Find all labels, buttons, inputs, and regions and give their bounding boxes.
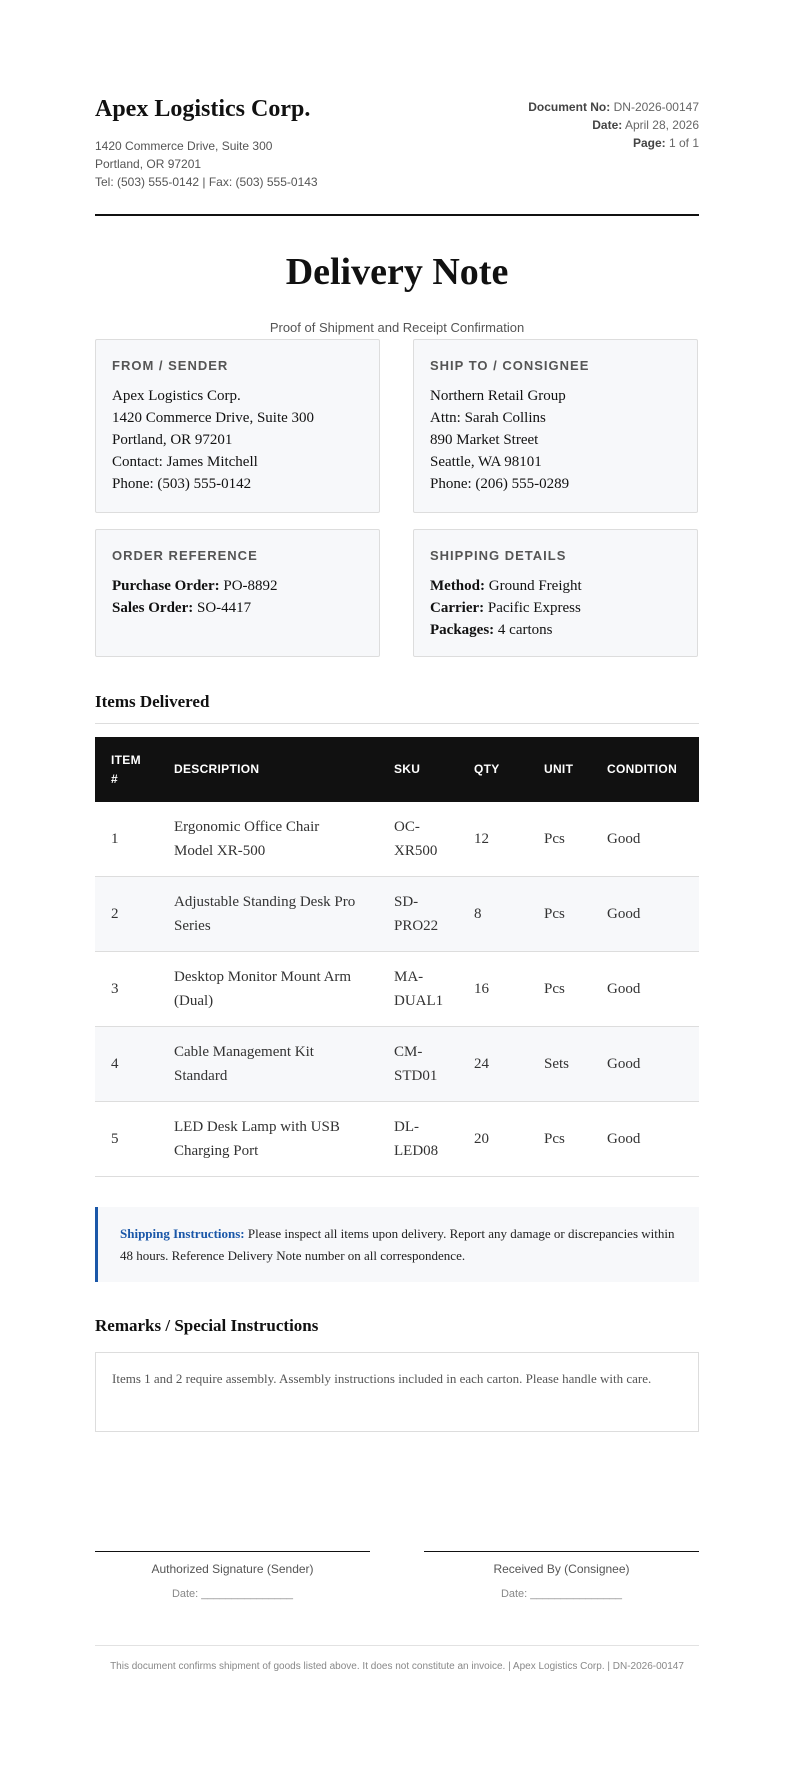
document-header (95, 96, 699, 216)
sales-order-label: Sales Order: (112, 600, 194, 616)
company-address-line1: 1420 Commerce Drive, Suite 300 (95, 139, 273, 153)
cell-description: Adjustable Standing Desk Pro Series (158, 877, 378, 952)
table-row (95, 952, 699, 1027)
header-divider (95, 214, 699, 216)
sender-signature-label: Authorized Signature (Sender) (151, 1562, 314, 1576)
cell-qty: 12 (458, 802, 528, 877)
cell-description: Ergonomic Office Chair Model XR-500 (158, 802, 378, 877)
cell-unit: Pcs (528, 1102, 591, 1177)
items-section-title: Items Delivered (95, 692, 210, 711)
shipping-instructions (95, 1207, 699, 1282)
column-header-condition: CONDITION (607, 762, 678, 776)
shipping-instructions-label: Shipping Instructions: (120, 1226, 245, 1241)
sales-order-value: SO-4417 (196, 600, 252, 616)
shipping-carrier-label: Carrier: (430, 600, 485, 616)
table-row (95, 877, 699, 952)
cell-unit: Pcs (528, 877, 591, 952)
document-subtitle: Proof of Shipment and Receipt Confirmation (269, 320, 525, 335)
consignee-line: Attn: Sarah Collins (430, 410, 546, 426)
company-contact: Tel: (503) 555-0142 | Fax: (503) 555-0143 (95, 175, 318, 189)
table-row (95, 1027, 699, 1102)
sender-signature-line (95, 1551, 370, 1552)
cell-condition: Good (591, 952, 699, 1027)
remarks-text: Items 1 and 2 require assembly. Assembly instructions included in each carton. Please handle with care. (112, 1371, 652, 1386)
page-number-value: 1 of 1 (668, 136, 699, 150)
column-header-description: DESCRIPTION (174, 762, 260, 776)
document-number-label: Document No: (528, 100, 611, 114)
page-number-label: Page: (632, 136, 666, 150)
shipping-details-box (413, 529, 698, 657)
cell-item: 1 (95, 802, 158, 877)
table-row (95, 802, 699, 877)
column-header-item: ITEM # (111, 752, 141, 786)
items-section-divider (95, 723, 699, 724)
consignee-signature-block (424, 1551, 699, 1600)
remarks-box (95, 1352, 699, 1432)
purchase-order (112, 575, 363, 597)
company-name: Apex Logistics Corp. (95, 96, 311, 122)
consignee-signature-date: Date: _______________ (500, 1588, 623, 1600)
document-date-label: Date: (592, 118, 623, 132)
consignee-box (413, 339, 698, 513)
sales-order (112, 597, 363, 619)
cell-description: LED Desk Lamp with USB Charging Port (158, 1102, 378, 1177)
sender-signature-date: Date: _______________ (171, 1588, 294, 1600)
consignee-line: Northern Retail Group (430, 388, 566, 404)
cell-unit: Pcs (528, 952, 591, 1027)
consignee-signature-label: Received By (Consignee) (493, 1562, 630, 1576)
page-number (633, 136, 699, 150)
order-reference-box (95, 529, 380, 657)
shipping-carrier-value: Pacific Express (487, 600, 581, 616)
sender-heading: FROM / SENDER (112, 358, 229, 373)
cell-sku: MA-DUAL1 (378, 952, 458, 1027)
sender-line: 1420 Commerce Drive, Suite 300 (112, 410, 315, 426)
purchase-order-label: Purchase Order: (112, 578, 220, 594)
cell-condition: Good (591, 1027, 699, 1102)
shipping-details-heading: SHIPPING DETAILS (430, 548, 567, 563)
sender-line: Phone: (503) 555-0142 (112, 476, 252, 492)
footer-divider (95, 1645, 699, 1646)
cell-sku: DL-LED08 (378, 1102, 458, 1177)
table-header-row (95, 737, 699, 802)
cell-sku: SD-PRO22 (378, 877, 458, 952)
shipping-packages-label: Packages: (430, 622, 495, 638)
consignee-line: Phone: (206) 555-0289 (430, 476, 570, 492)
cell-qty: 16 (458, 952, 528, 1027)
consignee-heading: SHIP TO / CONSIGNEE (430, 358, 590, 373)
cell-qty: 8 (458, 877, 528, 952)
shipping-packages-value: 4 cartons (497, 622, 553, 638)
column-header-unit: UNIT (544, 762, 574, 776)
company-address-line2: Portland, OR 97201 (95, 157, 202, 171)
sender-line: Portland, OR 97201 (112, 432, 233, 448)
order-reference-heading: ORDER REFERENCE (112, 548, 258, 563)
sender-line: Apex Logistics Corp. (112, 388, 241, 404)
shipping-method-label: Method: (430, 578, 485, 594)
shipping-carrier (430, 597, 681, 619)
cell-item: 4 (95, 1027, 158, 1102)
cell-item: 3 (95, 952, 158, 1027)
cell-item: 2 (95, 877, 158, 952)
document-title: Delivery Note (285, 251, 509, 293)
cell-condition: Good (591, 802, 699, 877)
shipping-method (430, 575, 681, 597)
items-table (95, 737, 699, 1177)
document-date-value: April 28, 2026 (624, 118, 699, 132)
document-date (592, 118, 699, 132)
cell-sku: CM-STD01 (378, 1027, 458, 1102)
shipping-method-value: Ground Freight (488, 578, 582, 594)
shipping-packages (430, 619, 681, 641)
column-header-sku: SKU (394, 762, 421, 776)
cell-unit: Pcs (528, 802, 591, 877)
column-header-qty: QTY (474, 762, 500, 776)
cell-condition: Good (591, 877, 699, 952)
cell-condition: Good (591, 1102, 699, 1177)
cell-qty: 20 (458, 1102, 528, 1177)
cell-description: Cable Management Kit Standard (158, 1027, 378, 1102)
consignee-line: 890 Market Street (430, 432, 539, 448)
sender-signature-block (95, 1551, 370, 1600)
cell-item: 5 (95, 1102, 158, 1177)
consignee-signature-line (424, 1551, 699, 1552)
purchase-order-value: PO-8892 (223, 578, 278, 594)
consignee-line: Seattle, WA 98101 (430, 454, 542, 470)
footer-note: This document confirms shipment of goods listed above. It does not constitute an invoice. | Apex Logistics Corp. | DN-2026-00147 (110, 1661, 684, 1672)
remarks-title: Remarks / Special Instructions (95, 1316, 319, 1335)
cell-qty: 24 (458, 1027, 528, 1102)
document-number (528, 100, 699, 114)
document-number-value: DN-2026-00147 (613, 100, 699, 114)
shipping-instructions-text: Please inspect all items upon delivery. Report any damage or discrepancies within 48 hours. Reference Delivery Note number on all correspondence. (120, 1226, 675, 1263)
cell-description: Desktop Monitor Mount Arm (Dual) (158, 952, 378, 1027)
sender-box (95, 339, 380, 513)
cell-unit: Sets (528, 1027, 591, 1102)
cell-sku: OC-XR500 (378, 802, 458, 877)
table-row (95, 1102, 699, 1177)
sender-line: Contact: James Mitchell (112, 454, 258, 470)
